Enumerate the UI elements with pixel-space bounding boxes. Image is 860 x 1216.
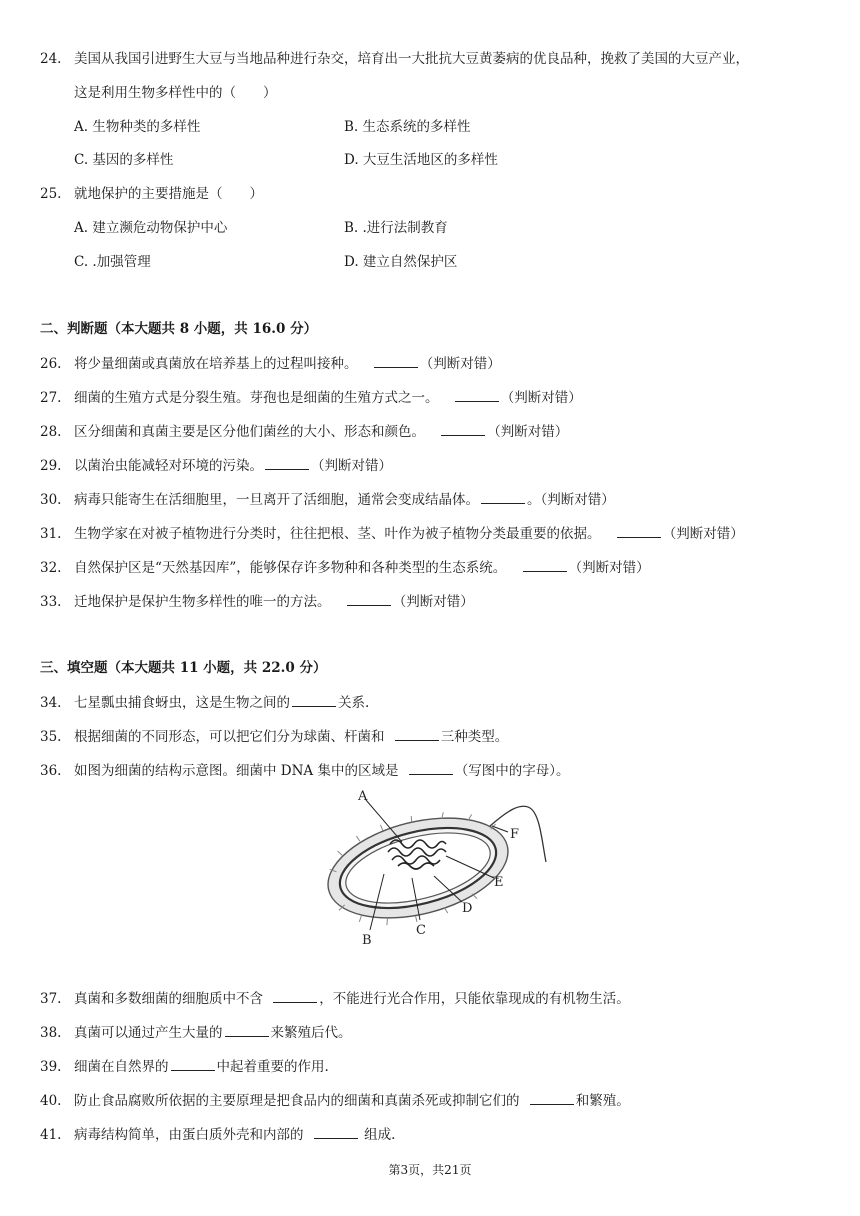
question-tail: ，不能进行光合作用，只能依靠现成的有机物生活。 [319,991,630,1007]
question-text: 将少量细菌或真菌放在培养基上的过程叫接种。 [74,356,358,372]
option-b[interactable]: B. .进行法制教育 [344,220,448,236]
section-heading-fill-in: 三、填空题（本大题共 11 小题，共 22.0 分） [40,660,327,676]
question-28 [40,421,568,442]
question-text: 病毒只能寄生在活细胞里，一旦离开了活细胞，通常会变成结晶体。 [74,492,479,508]
question-number: 25. [40,186,62,202]
label-b: B [362,933,372,948]
label-d: D [462,901,473,916]
question-text: 细菌在自然界的 [74,1059,169,1075]
question-29 [40,455,392,476]
question-text: 细菌的生殖方式是分裂生殖。芽孢也是细菌的生殖方式之一。 [74,390,439,406]
question-text: 自然保护区是“天然基因库”，能够保存许多物种和各种类型的生态系统。 [74,560,507,576]
answer-blank[interactable] [441,421,485,436]
answer-blank[interactable] [409,760,453,775]
label-e: E [494,875,504,890]
question-number: 34. [40,695,62,711]
answer-blank[interactable] [523,557,567,572]
question-text: 真菌和多数细菌的细胞质中不含 [74,991,263,1007]
question-38 [40,1022,352,1043]
section-heading-judgement: 二、判断题（本大题共 8 小题，共 16.0 分） [40,321,318,337]
bacterium-structure-diagram [318,782,550,952]
question-tail: （判断对错） [487,424,569,440]
question-number: 38. [40,1025,62,1041]
question-31 [40,523,744,544]
label-f: F [510,827,520,842]
answer-blank[interactable] [530,1090,574,1105]
question-tail: 三种类型。 [440,729,509,745]
question-text: 区分细菌和真菌主要是区分他们菌丝的大小、形态和颜色。 [74,424,425,440]
answer-blank[interactable] [273,988,317,1003]
question-34 [40,692,369,713]
question-number: 35. [40,729,62,745]
question-number: 31. [40,526,62,542]
question-number: 39. [40,1059,62,1075]
question-tail: 来繁殖后代。 [270,1025,352,1041]
question-24-line2: 这是利用生物多样性中的（ ） [74,85,277,101]
question-35 [40,726,508,747]
question-41 [40,1124,395,1145]
question-number: 28. [40,424,62,440]
question-number: 41. [40,1127,62,1143]
question-text: 以菌治虫能减轻对环境的污染。 [74,458,263,474]
answer-blank[interactable] [347,591,391,606]
question-26 [40,353,501,374]
question-37 [40,988,630,1009]
question-32 [40,557,650,578]
question-number: 27. [40,390,62,406]
option-b[interactable]: B. 生态系统的多样性 [344,119,471,135]
question-number: 24. [40,51,62,67]
question-tail: （判断对错） [311,458,392,474]
question-number: 37. [40,991,62,1007]
question-tail: （写图中的字母）。 [454,763,570,779]
question-36 [40,760,570,781]
question-25 [40,184,263,204]
question-number: 33. [40,594,62,610]
question-text: 迁地保护是保护生物多样性的唯一的方法。 [74,594,331,610]
question-text: 美国从我国引进野生大豆与当地品种进行杂交，培育出一大批抗大豆黄萎病的优良品种，挽救了美国的大豆产业， [74,51,749,67]
question-tail: （判断对错） [500,390,582,406]
question-number: 36. [40,763,62,779]
question-text: 如图为细菌的结构示意图。细菌中 DNA 集中的区域是 [74,763,399,779]
question-40 [40,1090,630,1111]
question-tail: 组成. [364,1127,396,1143]
question-text: 真菌可以通过产生大量的 [74,1025,223,1041]
option-d[interactable]: D. 建立自然保护区 [344,254,458,270]
answer-blank[interactable] [314,1124,358,1139]
question-tail: （判断对错） [419,356,501,372]
question-text: 就地保护的主要措施是（ ） [74,186,263,202]
answer-blank[interactable] [265,455,309,470]
label-c: C [416,923,426,938]
page-footer: 第3页，共21页 [388,1163,472,1177]
question-tail: 关系. [338,695,370,711]
question-tail: （判断对错） [568,560,650,576]
question-number: 30. [40,492,62,508]
question-text: 根据细菌的不同形态，可以把它们分为球菌、杆菌和 [74,729,385,745]
question-24 [40,49,749,69]
option-a[interactable]: A. 生物种类的多样性 [74,119,201,135]
question-33 [40,591,474,612]
option-c[interactable]: C. 基因的多样性 [74,152,174,168]
answer-blank[interactable] [292,692,336,707]
question-39 [40,1056,329,1077]
question-tail: 中起着重要的作用. [216,1059,329,1075]
question-30 [40,489,615,510]
question-27 [40,387,582,408]
question-number: 40. [40,1093,62,1109]
option-d[interactable]: D. 大豆生活地区的多样性 [344,152,498,168]
question-text: 防止食品腐败所依据的主要原理是把食品内的细菌和真菌杀死或抑制它们的 [74,1093,520,1109]
answer-blank[interactable] [171,1056,215,1071]
question-text: 生物学家在对被子植物进行分类时，往往把根、茎、叶作为被子植物分类最重要的依据。 [74,526,601,542]
question-number: 32. [40,560,62,576]
answer-blank[interactable] [455,387,499,402]
option-c[interactable]: C. .加强管理 [74,254,151,270]
question-tail: （判断对错） [392,594,474,610]
answer-blank[interactable] [225,1022,269,1037]
answer-blank[interactable] [374,353,418,368]
option-a[interactable]: A. 建立濒危动物保护中心 [74,220,228,236]
question-text: 病毒结构简单，由蛋白质外壳和内部的 [74,1127,304,1143]
question-number: 26. [40,356,62,372]
answer-blank[interactable] [395,726,439,741]
question-text: 七星瓢虫捕食蚜虫，这是生物之间的 [74,695,290,711]
question-tail: （判断对错） [662,526,744,542]
question-number: 29. [40,458,62,474]
answer-blank[interactable] [481,489,525,504]
label-a: A [358,789,368,804]
question-tail: 。（判断对错） [527,492,615,508]
question-tail: 和繁殖。 [575,1093,630,1109]
answer-blank[interactable] [617,523,661,538]
